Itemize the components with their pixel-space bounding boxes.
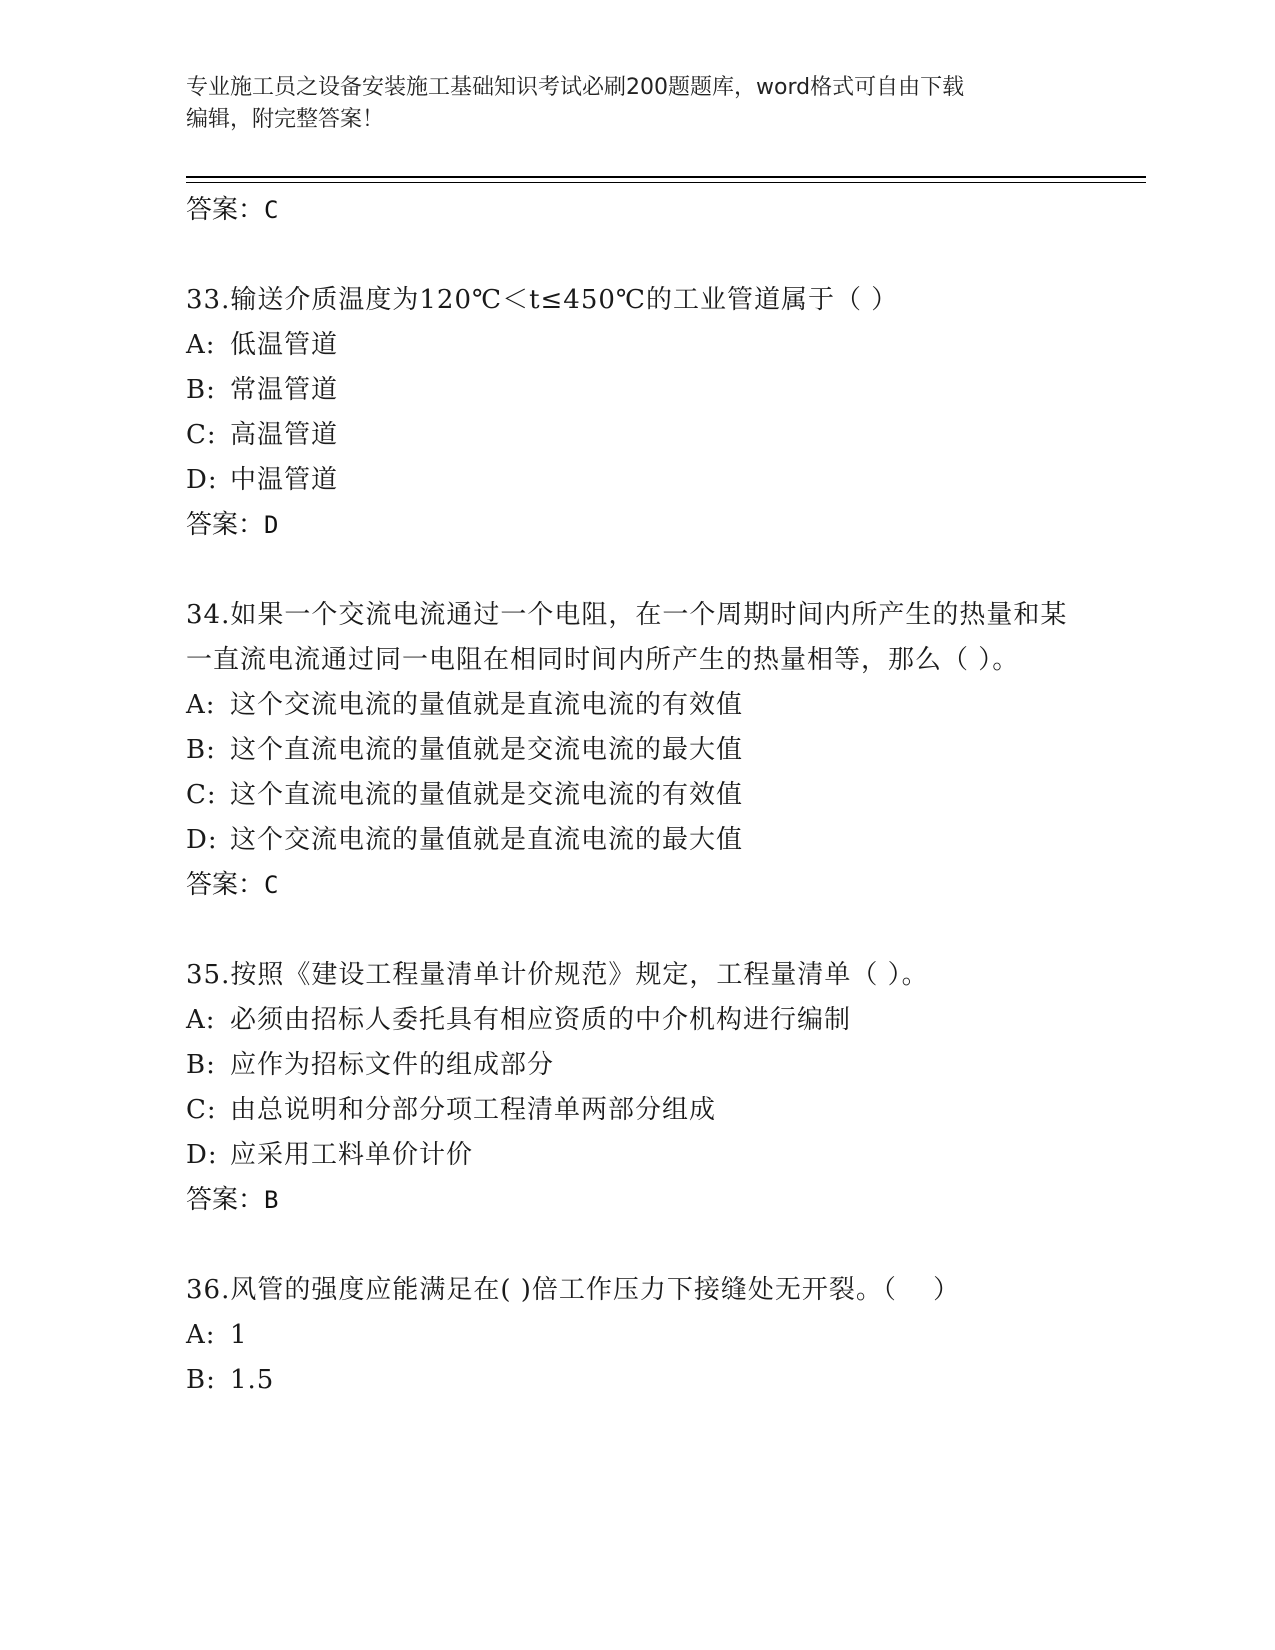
- question-35: [186, 953, 1086, 1222]
- option-text: 这个交流电流的量值就是直流电流的有效值: [230, 690, 744, 720]
- option-text: 常温管道: [230, 375, 339, 405]
- question-stem: [186, 593, 1086, 683]
- answer-prefix: 答案：: [186, 870, 265, 900]
- question-text: 风管的强度应能满足在( )倍工作压力下接缝处无开裂。（ ）: [230, 1275, 961, 1305]
- question-33: [186, 278, 1086, 547]
- answer-value: C: [264, 871, 279, 899]
- option-key: D:: [186, 825, 218, 855]
- option-text: 高温管道: [230, 420, 339, 450]
- answer-value: D: [264, 511, 279, 539]
- option-key: B:: [186, 735, 216, 765]
- option-key: C:: [186, 780, 217, 810]
- question-number: 35.: [186, 960, 231, 990]
- option-text: 应采用工料单价计价: [230, 1140, 474, 1170]
- question-stem: [186, 278, 1086, 323]
- option-text: 这个直流电流的量值就是交流电流的最大值: [230, 735, 744, 765]
- question-number: 33.: [186, 285, 231, 315]
- question-list: [186, 188, 1086, 1403]
- option-c: [186, 1088, 1086, 1133]
- option-text: 必须由招标人委托具有相应资质的中介机构进行编制: [230, 1005, 852, 1035]
- answer-value: C: [264, 196, 279, 224]
- option-a: [186, 998, 1086, 1043]
- option-key: B:: [186, 1050, 216, 1080]
- answer-line: [186, 863, 1086, 907]
- option-c: [186, 413, 1086, 458]
- question-number: 34.: [186, 600, 231, 630]
- option-d: [186, 818, 1086, 863]
- option-b: [186, 368, 1086, 413]
- option-text: 应作为招标文件的组成部分: [230, 1050, 555, 1080]
- header-line-2: 编辑，附完整答案！: [186, 107, 385, 132]
- answer-line: [186, 1178, 1086, 1222]
- option-d: [186, 1133, 1086, 1178]
- answer-prefix: 答案：: [186, 510, 265, 540]
- option-key: B:: [186, 375, 216, 405]
- answer-value: B: [264, 1186, 279, 1214]
- option-key: A:: [186, 1320, 216, 1350]
- question-stem: [186, 1268, 1086, 1313]
- option-text: 1.5: [230, 1365, 275, 1395]
- option-key: A:: [186, 690, 216, 720]
- question-text: 输送介质温度为120℃＜t≤450℃的工业管道属于（ ）: [230, 285, 899, 315]
- option-key: C:: [186, 1095, 217, 1125]
- option-text: 中温管道: [230, 465, 339, 495]
- question-number: 36.: [186, 1275, 231, 1305]
- option-key: D:: [186, 1140, 218, 1170]
- question-text: 如果一个交流电流通过一个电阻，在一个周期时间内所产生的热量和某一直流电流通过同一电阻在相同时间内所产生的热量相等，那么（ ）。: [186, 600, 1068, 675]
- option-d: [186, 458, 1086, 503]
- answer-prefix: 答案：: [186, 1185, 265, 1215]
- header-line-1: 专业施工员之设备安装施工基础知识考试必刷200题题库，word格式可自由下载: [186, 75, 965, 100]
- option-key: A:: [186, 330, 216, 360]
- option-a: [186, 1313, 1086, 1358]
- header-divider-thin: [186, 182, 1146, 183]
- question-36: [186, 1268, 1086, 1403]
- option-b: [186, 1358, 1086, 1403]
- document-header: [186, 72, 1066, 136]
- option-c: [186, 773, 1086, 818]
- option-key: C:: [186, 420, 217, 450]
- option-a: [186, 683, 1086, 728]
- option-a: [186, 323, 1086, 368]
- option-text: 由总说明和分部分项工程清单两部分组成: [230, 1095, 717, 1125]
- question-stem: [186, 953, 1086, 998]
- question-34: [186, 593, 1086, 907]
- option-text: 1: [230, 1320, 248, 1350]
- option-key: A:: [186, 1005, 216, 1035]
- question-text: 按照《建设工程量清单计价规范》规定，工程量清单（ ）。: [230, 960, 929, 990]
- option-b: [186, 728, 1086, 773]
- option-key: B:: [186, 1365, 216, 1395]
- header-divider-thick: [186, 176, 1146, 178]
- answer-line: [186, 503, 1086, 547]
- option-text: 低温管道: [230, 330, 339, 360]
- option-text: 这个交流电流的量值就是直流电流的最大值: [230, 825, 744, 855]
- answer-line: [186, 188, 1086, 232]
- answer-prefix: 答案：: [186, 195, 265, 225]
- option-key: D:: [186, 465, 218, 495]
- option-b: [186, 1043, 1086, 1088]
- option-text: 这个直流电流的量值就是交流电流的有效值: [230, 780, 744, 810]
